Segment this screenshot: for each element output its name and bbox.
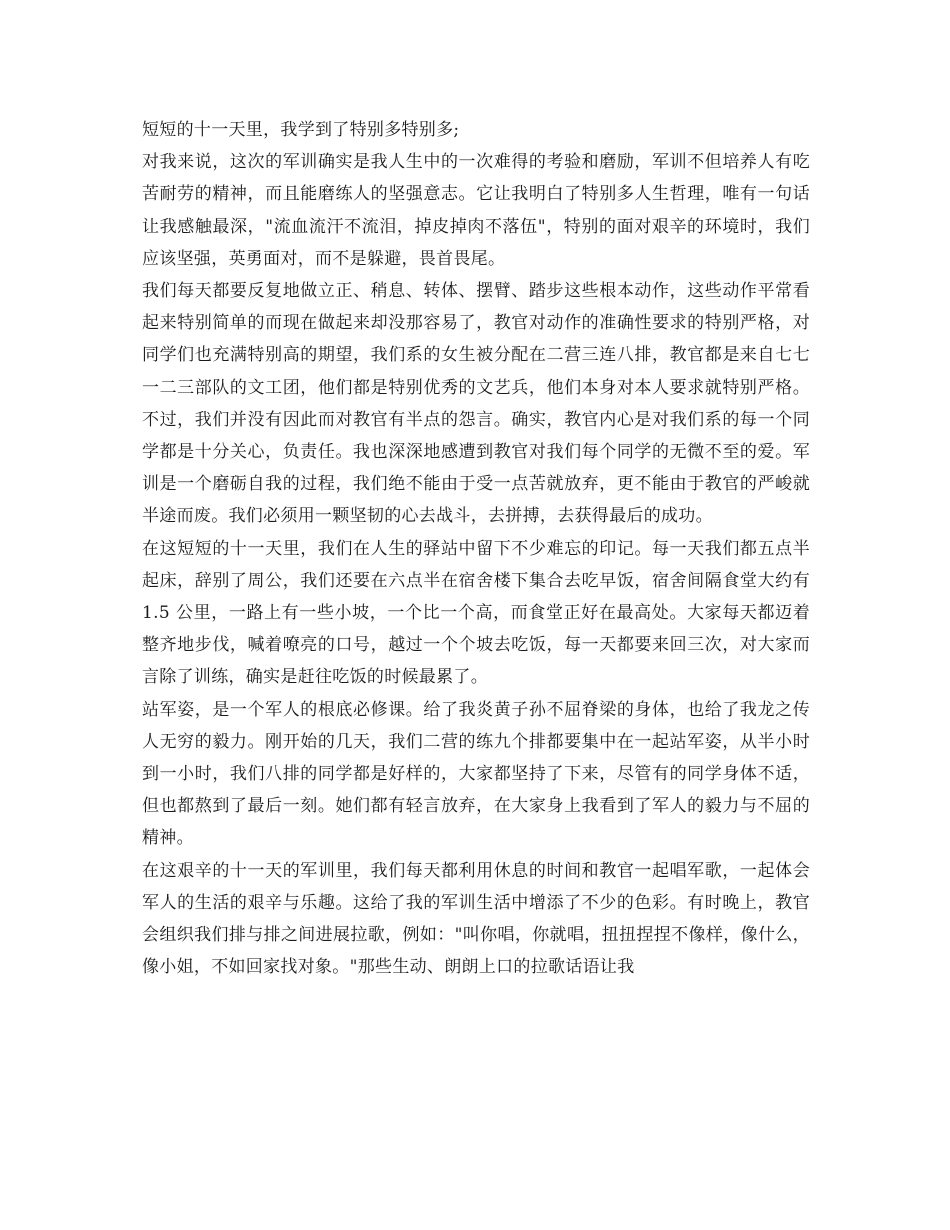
paragraph-2: 对我来说，这次的军训确实是我人生中的一次难得的考验和磨励，军训不但培养人有吃苦耐劳的精神，而且能磨练人的坚强意志。它让我明白了特别多人生哲理，唯有一句话让我感触最深，"流血流汗不流泪，掉皮掉肉不落伍"，特别的面对艰辛的环境时，我们应该坚强，英勇面对，而不是躲避，畏首畏尾。 <box>142 152 810 269</box>
paragraph-4: 在这短短的十一天里，我们在人生的驿站中留下不少难忘的印记。每一天我们都五点半起床，辞别了周公，我们还要在六点半在宿舍楼下集合去吃早饭，宿舍间隔食堂大约有 1.5 公里，一路上有一些小坡，一个比一个高，而食堂正好在最高处。大家每天都迈着整齐地步伐，喊着嘹亮的口号，越过一个个坡去吃饭，每一天都要来回三次，对大家而言除了训练，确实是赶往吃饭的时候最累了。 <box>142 538 810 688</box>
paragraph-1: 短短的十一天里，我学到了特别多特别多; <box>142 120 460 140</box>
paragraph-3: 我们每天都要反复地做立正、稍息、转体、摆臂、踏步这些根本动作，这些动作平常看起来特别简单的而现在做起来却没那容易了，教官对动作的准确性要求的特别严格，对同学们也充满特别高的期望，我们系的女生被分配在二营三连八排，教官都是来自七七一二三部队的文工团，他们都是特别优秀的文艺兵，他们本身对本人要求就特别严格。不过，我们并没有因此而对教官有半点的怨言。确实，教官内心是对我们系的每一个同学都是十分关心，负责任。我也深深地感遭到教官对我们每个同学的无微不至的爱。军训是一个磨砺自我的过程，我们绝不能由于受一点苦就放弃，更不能由于教官的严峻就半途而废。我们必须用一颗坚韧的心去战斗，去拼搏，去获得最后的成功。 <box>142 281 810 527</box>
paragraph-5: 站军姿，是一个军人的根底必修课。给了我炎黄子孙不屈脊梁的身体，也给了我龙之传人无穷的毅力。刚开始的几天，我们二营的练九个排都要集中在一起站军姿，从半小时到一小时，我们八排的同学都是好样的，大家都坚持了下来，尽管有的同学身体不适，但也都熬到了最后一刻。她们都有轻言放弃，在大家身上我看到了军人的毅力与不屈的精神。 <box>142 699 810 849</box>
paragraph-6: 在这艰辛的十一天的军训里，我们每天都利用休息的时间和教官一起唱军歌，一起体会军人的生活的艰辛与乐趣。这给了我的军训生活中增添了不少的色彩。有时晚上，教官会组织我们排与排之间进展拉歌，例如："叫你唱，你就唱，扭扭捏捏不像样，像什么，像小姐，不如回家找对象。"那些生动、朗朗上口的拉歌话语让我 <box>142 860 810 978</box>
document-body <box>142 114 810 983</box>
